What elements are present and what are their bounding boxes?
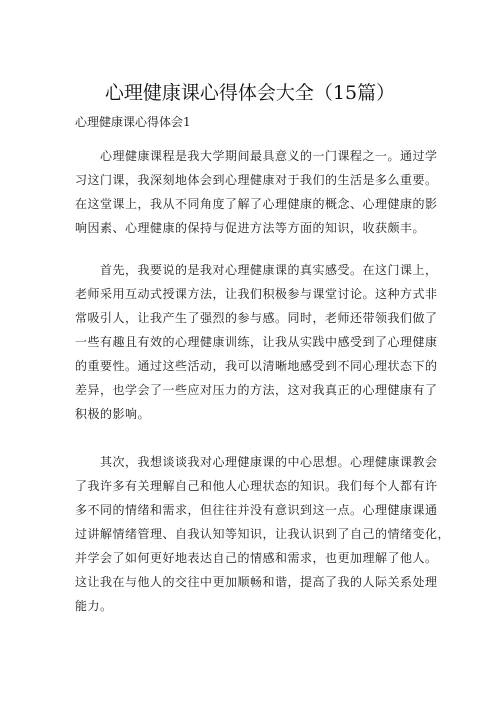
paragraph-line: 在这堂课上，我从不同角度了解了心理健康的概念、心理健康的影 [75, 197, 438, 211]
paragraph-line: 多不同的情绪和需求，但往往并没有意识到这一点。心理健康课通 [75, 503, 438, 517]
paragraph-1 [75, 144, 438, 240]
paragraph-line: 的重要性。通过这些活动，我可以清晰地感受到不同心理状态下的 [75, 359, 438, 373]
paragraph-line: 习这门课，我深刻地体会到心理健康对于我们的生活是多么重要。 [75, 173, 438, 187]
paragraph-line: 差异，也学会了一些应对压力的方法，这对我真正的心理健康有了 [75, 383, 438, 397]
paragraph-line: 一些有趣且有效的心理健康训练，让我从实践中感受到了心理健康 [75, 335, 438, 349]
page-title: 心理健康课心得体会大全（15篇） [104, 82, 396, 104]
paragraph-2 [75, 258, 438, 426]
section-subtitle: 心理健康课心得体会1 [75, 115, 191, 129]
paragraph-line: 老师采用互动式授课方法，让我们积极参与课堂讨论。这种方式非 [75, 287, 438, 301]
paragraph-line: 能力。 [75, 599, 113, 613]
paragraph-3 [75, 450, 450, 618]
paragraph-line: 过讲解情绪管理、自我认知等知识，让我认识到了自己的情绪变化， [75, 527, 451, 541]
paragraph-line: 常吸引人，让我产生了强烈的参与感。同时，老师还带领我们做了 [75, 311, 438, 325]
paragraph-line: 首先，我要说的是我对心理健康课的真实感受。在这门课上， [75, 263, 438, 277]
paragraph-line: 响因素、心理健康的保持与促进方法等方面的知识，收获颇丰。 [75, 221, 426, 235]
paragraph-line: 这让我在与他人的交往中更加顺畅和谐，提高了我的人际关系处理 [75, 575, 438, 589]
paragraph-line: 并学会了如何更好地表达自己的情感和需求，也更加理解了他人。 [75, 551, 438, 565]
paragraph-line: 其次，我想谈谈我对心理健康课的中心思想。心理健康课教会 [75, 455, 438, 469]
paragraph-line: 了我许多有关理解自己和他人心理状态的知识。我们每个人都有许 [75, 479, 438, 493]
paragraph-line: 心理健康课程是我大学期间最具意义的一门课程之一。通过学 [75, 149, 438, 163]
paragraph-line: 积极的影响。 [75, 407, 151, 421]
